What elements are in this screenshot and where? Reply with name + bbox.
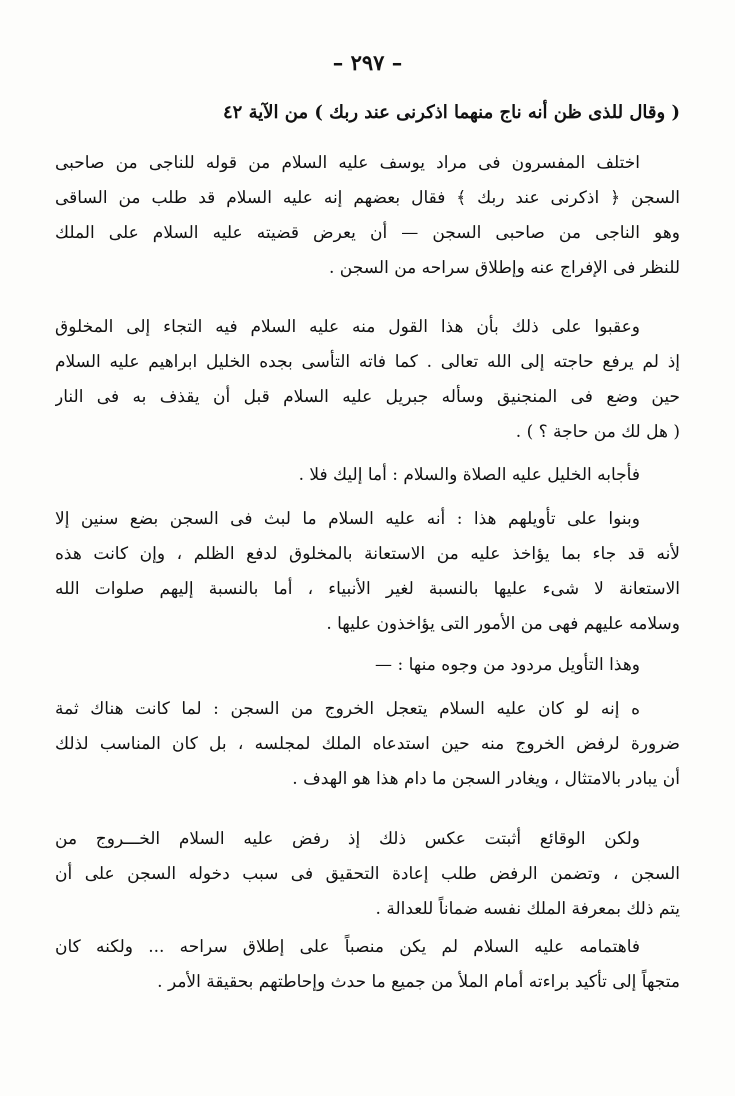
text-line: السجن ﴿ اذكرنى عند ربك ﴾ فقال بعضهم إنه عليه السلام قد طلب من الساقى bbox=[55, 188, 680, 208]
section-heading: ( وقال للذى ظن أنه ناج منهما اذكرنى عند ربك ) من الآية ٤٢ bbox=[222, 102, 680, 123]
text-line: فاهتمامه عليه السلام لم يكن منصباً على إطلاق سراحه ... ولكنه كان bbox=[55, 937, 640, 957]
text-line: ضرورة لرفض الخروج منه حين استدعاه الملك لمجلسه ، بل كان المناسب لذلك bbox=[55, 734, 680, 754]
text-line: لأنه قد جاء بما يؤاخذ عليه من الاستعانة بالمخلوق لدفع الظلم ، وإن كانت هذه bbox=[55, 544, 680, 564]
paragraph-4 bbox=[55, 502, 680, 642]
text-line: أن يبادر بالامتثال ، ويغادر السجن ما دام هذا هو الهدف . bbox=[292, 769, 680, 789]
text-line: ( هل لك من حاجة ؟ ) . bbox=[515, 422, 680, 442]
text-line: متجهاً إلى تأكيد براءته أمام الملأ من جميع ما حدث وإحاطتهم بحقيقة الأمر . bbox=[157, 972, 680, 992]
text-line: السجن ، وتضمن الرفض طلب إعادة التحقيق فى سبب دخوله السجن على أن bbox=[55, 864, 680, 884]
text-line: يتم ذلك بمعرفة الملك نفسه ضماناً للعدالة . bbox=[375, 899, 680, 919]
text-line: ه إنه لو كان عليه السلام يتعجل الخروج من السجن : لما كانت هناك ثمة bbox=[55, 699, 640, 719]
text-line: الاستعانة لا شىء عليها بالنسبة لغير الأنبياء ، أما بالنسبة إليهم صلوات الله bbox=[55, 579, 680, 599]
text-line: حين وضع فى المنجنيق وسأله جبريل عليه السلام قبل أن يقذف به فى النار bbox=[55, 387, 680, 407]
text-line: إذ لم يرفع حاجته إلى الله تعالى . كما فاته التأسى بجده الخليل ابراهيم عليه السلام bbox=[55, 352, 680, 372]
paragraph-6 bbox=[55, 692, 680, 797]
text-line: وهو الناجى من صاحبى السجن — أن يعرض قضيته عليه السلام على الملك bbox=[55, 223, 680, 243]
paragraph-2 bbox=[55, 310, 680, 450]
text-line: ولكن الوقائع أثبتت عكس ذلك إذ رفض عليه السلام الخـــروج من bbox=[55, 829, 640, 849]
text-line: للنظر فى الإفراج عنه وإطلاق سراحه من السجن . bbox=[329, 258, 680, 278]
text-line: وعقبوا على ذلك بأن هذا القول منه عليه السلام فيه التجاء إلى المخلوق bbox=[55, 317, 640, 337]
paragraph-1 bbox=[55, 146, 680, 286]
paragraph-5 bbox=[55, 648, 680, 683]
text-line: فأجابه الخليل عليه الصلاة والسلام : أما إليك فلا . bbox=[298, 465, 640, 485]
paragraph-7 bbox=[55, 822, 680, 927]
page-number: – ٢٩٧ – bbox=[332, 50, 403, 75]
text-line: وهذا التأويل مردود من وجوه منها : — bbox=[375, 655, 640, 675]
text-line: وبنوا على تأويلهم هذا : أنه عليه السلام ما لبث فى السجن بضع سنين إلا bbox=[55, 509, 640, 529]
text-line: وسلامه عليهم فهى من الأمور التى يؤاخذون عليها . bbox=[326, 614, 680, 634]
paragraph-8 bbox=[55, 930, 680, 1000]
text-line: اختلف المفسرون فى مراد يوسف عليه السلام من قوله للناجى من صاحبى bbox=[55, 153, 640, 173]
paragraph-3 bbox=[55, 458, 680, 493]
